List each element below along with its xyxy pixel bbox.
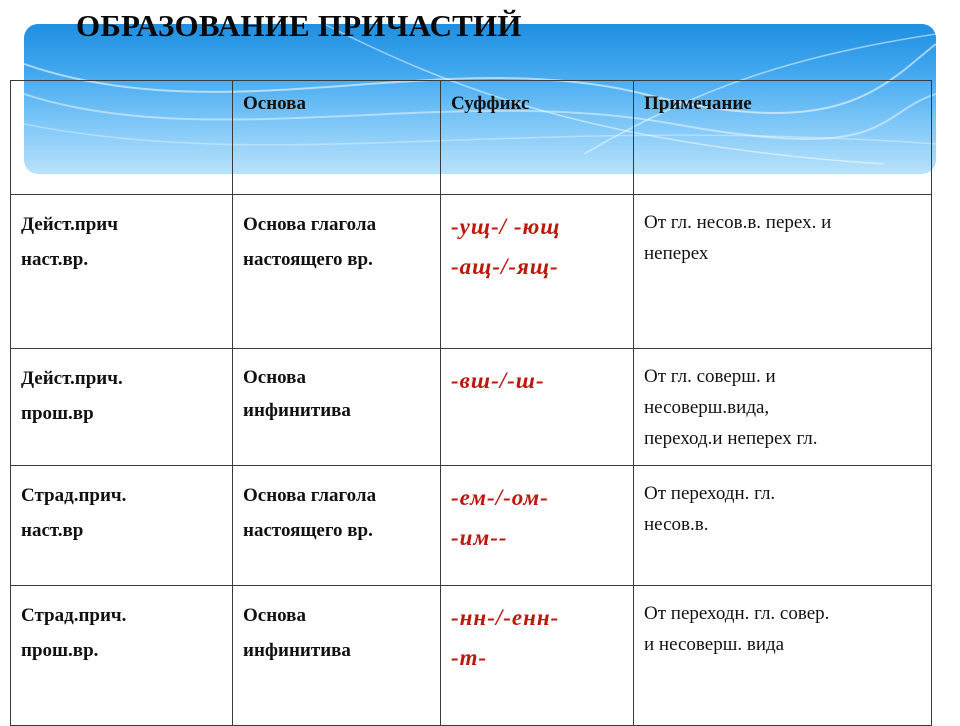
note-cell: От гл. несов.в. перех. и неперех: [634, 195, 932, 349]
base-cell: Основа глагола настоящего вр.: [233, 195, 441, 349]
page-title: ОБРАЗОВАНИЕ ПРИЧАСТИЙ: [76, 8, 522, 43]
participle-type-cell: Страд.прич. прош.вр.: [11, 586, 233, 726]
note-cell: От гл. соверш. и несоверш.вида, переход.и неперех гл.: [634, 349, 932, 466]
base-cell: Основа глагола настоящего вр.: [233, 466, 441, 586]
header-cell-empty: [11, 81, 233, 195]
header-cell-suffix: Суффикс: [441, 81, 634, 195]
table-row: [11, 195, 932, 349]
suffix-cell: -ем-/-ом- -им--: [441, 466, 634, 586]
table-header-row: [11, 81, 932, 195]
header-cell-note: Примечание: [634, 81, 932, 195]
table-row: [11, 466, 932, 586]
suffix-cell: -вш-/-ш-: [441, 349, 634, 466]
note-cell: От переходн. гл. несов.в.: [634, 466, 932, 586]
participles-table: [10, 80, 932, 726]
participle-type-cell: Дейст.прич. прош.вр: [11, 349, 233, 466]
participle-type-cell: Дейст.прич наст.вр.: [11, 195, 233, 349]
table-row: [11, 586, 932, 726]
suffix-cell: -ущ-/ -ющ -ащ-/-ящ-: [441, 195, 634, 349]
header-cell-base: Основа: [233, 81, 441, 195]
suffix-cell: -нн-/-енн- -т-: [441, 586, 634, 726]
participle-type-cell: Страд.прич. наст.вр: [11, 466, 233, 586]
table-row: [11, 349, 932, 466]
base-cell: Основа инфинитива: [233, 349, 441, 466]
base-cell: Основа инфинитива: [233, 586, 441, 726]
note-cell: От переходн. гл. совер. и несоверш. вида: [634, 586, 932, 726]
